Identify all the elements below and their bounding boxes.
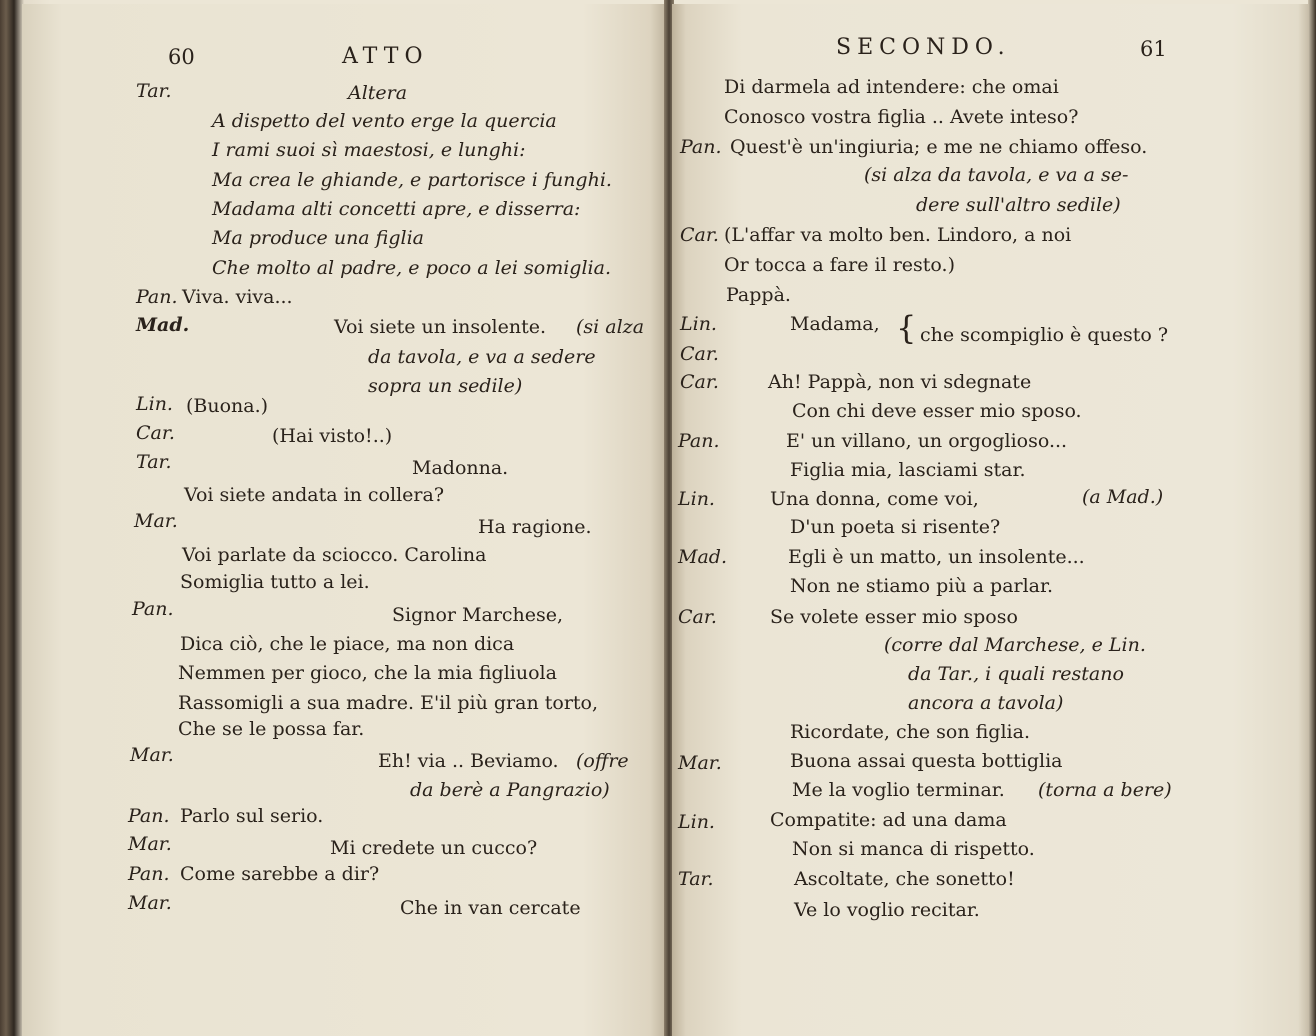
verse-line: Ah! Pappà, non vi sdegnate [768, 371, 1032, 393]
verse-line: che scompiglio è questo ? [920, 324, 1169, 346]
right-page [672, 4, 1308, 1036]
speaker: Lin. [678, 811, 715, 833]
verse-line: Di darmela ad intendere: che omai [724, 76, 1059, 98]
verse-line: Non si manca di rispetto. [792, 838, 1035, 860]
speaker: Car. [680, 343, 719, 365]
speaker: Tar. [136, 451, 172, 473]
speaker: Car. [680, 224, 719, 246]
verse-line: Con chi deve esser mio sposo. [792, 400, 1082, 422]
verse-line: Egli è un matto, un insolente... [788, 546, 1085, 568]
verse-line: Pappà. [726, 284, 791, 306]
stage-direction: (torna a bere) [1038, 779, 1172, 801]
verse-line: Somiglia tutto a lei. [180, 571, 370, 593]
stage-direction: ancora a tavola) [908, 692, 1064, 714]
verse-line: E' un villano, un orgoglioso... [786, 430, 1068, 452]
stage-direction: (si alza da tavola, e va a se- [864, 164, 1129, 186]
verse-line: Ma crea le ghiande, e partorisce i funghi. [212, 169, 612, 191]
speaker: Tar. [678, 868, 714, 890]
verse-line: Che in van cercate [400, 897, 581, 919]
running-head: ATTO [342, 44, 429, 69]
verse-line: Or tocca a fare il resto.) [724, 254, 955, 276]
stage-direction: da berè a Pangrazio) [410, 779, 610, 801]
verse-line: Una donna, come voi, [770, 488, 979, 510]
speaker: Mar. [128, 833, 172, 855]
speaker: Pan. [128, 863, 170, 885]
verse-line: Che molto al padre, e poco a lei somiglia. [212, 257, 611, 279]
verse-line: Come sarebbe a dir? [180, 863, 380, 885]
verse-line: Me la voglio terminar. [792, 779, 1005, 801]
speaker: Car. [136, 422, 175, 444]
speaker: Lin. [678, 488, 715, 510]
verse-line: Mi credete un cucco? [330, 837, 538, 859]
verse-line: (L'affar va molto ben. Lindoro, a noi [724, 224, 1072, 246]
verse-line: Che se le possa far. [178, 718, 365, 740]
stage-direction: (corre dal Marchese, e Lin. [884, 634, 1146, 656]
running-head: SECONDO. [836, 35, 1011, 60]
verse-line: Voi siete andata in collera? [184, 484, 445, 506]
verse-line: Compatite: ad una dama [770, 809, 1007, 831]
speaker: Car. [678, 606, 717, 628]
verse-line: Signor Marchese, [392, 604, 564, 626]
verse-line: Ve lo voglio recitar. [794, 899, 980, 921]
speaker: Tar. [136, 80, 172, 102]
speaker: Mar. [130, 744, 174, 766]
speaker: Mad. [136, 314, 190, 336]
left-page [22, 4, 666, 1036]
speaker: Pan. [136, 286, 178, 308]
speaker: Pan. [132, 598, 174, 620]
verse-line: A dispetto del vento erge la quercia [212, 110, 557, 132]
verse-line: (Buona.) [186, 395, 269, 417]
speaker: Pan. [128, 805, 170, 827]
verse-line: Voi parlate da sciocco. Carolina [182, 544, 487, 566]
speaker: Pan. [678, 430, 720, 452]
verse-line: Madama, [790, 313, 880, 335]
verse-line: Non ne stiamo più a parlar. [790, 575, 1054, 597]
verse-line: Altera [348, 82, 408, 104]
verse-line: Madonna. [412, 457, 509, 479]
stage-direction: (a Mad.) [1082, 486, 1164, 508]
stage-direction: da tavola, e va a sedere [368, 346, 596, 368]
speaker: Mad. [678, 546, 727, 568]
verse-line: Viva. viva... [182, 286, 293, 308]
speaker: Mar. [678, 752, 722, 774]
verse-line: Voi siete un insolente. [334, 316, 547, 338]
speaker: Pan. [680, 136, 722, 158]
verse-line: Nemmen per gioco, che la mia figliuola [178, 662, 557, 684]
verse-line: Ricordate, che son figlia. [790, 721, 1030, 743]
verse-line: Buona assai questa bottiglia [790, 750, 1063, 772]
speaker: Mar. [128, 892, 172, 914]
verse-line: Figlia mia, lasciami star. [790, 459, 1026, 481]
verse-line: Eh! via .. Beviamo. [378, 750, 559, 772]
stage-direction: (offre [576, 750, 629, 772]
verse-line: Conosco vostra figlia .. Avete inteso? [724, 106, 1079, 128]
verse-line: Ascoltate, che sonetto! [794, 868, 1015, 890]
speaker: Lin. [680, 313, 717, 335]
book-edge [1308, 0, 1316, 1036]
speaker: Lin. [136, 393, 173, 415]
verse-line: Madama alti concetti apre, e disserra: [212, 198, 581, 220]
brace: { [896, 309, 917, 347]
speaker: Car. [680, 371, 719, 393]
verse-line: (Hai visto!..) [272, 425, 393, 447]
verse-line: Dica ciò, che le piace, ma non dica [180, 633, 515, 655]
stage-direction: sopra un sedile) [368, 375, 523, 397]
verse-line: Ma produce una figlia [212, 227, 424, 249]
page-number: 61 [1140, 37, 1167, 61]
stage-direction: dere sull'altro sedile) [916, 194, 1121, 216]
verse-line: D'un poeta si risente? [790, 516, 1001, 538]
stage-direction: (si alza [576, 316, 645, 338]
verse-line: Quest'è un'ingiuria; e me ne chiamo offeso. [730, 136, 1148, 158]
speaker: Mar. [134, 510, 178, 532]
verse-line: Se volete esser mio sposo [770, 606, 1018, 628]
verse-line: Parlo sul serio. [180, 805, 324, 827]
verse-line: I rami suoi sì maestosi, e lunghi: [212, 139, 526, 161]
verse-line: Rassomigli a sua madre. E'il più gran torto, [178, 692, 599, 714]
verse-line: Ha ragione. [478, 516, 592, 538]
page-number: 60 [168, 45, 195, 69]
stage-direction: da Tar., i quali restano [908, 663, 1124, 685]
